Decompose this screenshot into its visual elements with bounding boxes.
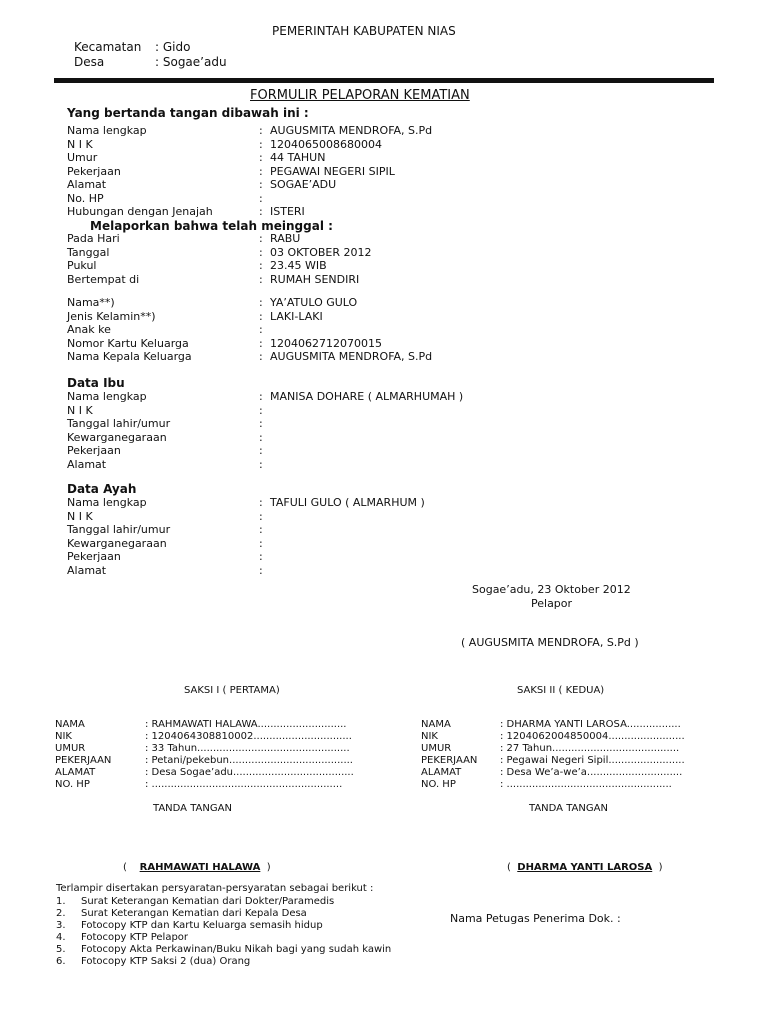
- field-colon: :: [259, 232, 263, 245]
- form-row: [0, 510, 760, 524]
- form-row: [0, 246, 760, 260]
- field-colon: :: [259, 259, 263, 272]
- saksi-value: : 27 Tahun........................................: [500, 743, 680, 754]
- saksi2-paren-open: (: [507, 862, 511, 873]
- saksi-label: NIK: [421, 731, 438, 742]
- lampiran-item: Fotocopy KTP Saksi 2 (dua) Orang: [81, 956, 251, 967]
- form-title: FORMULIR PELAPORAN KEMATIAN: [250, 88, 470, 103]
- field-label: Nomor Kartu Keluarga: [67, 336, 189, 350]
- form-intro: Yang bertanda tangan dibawah ini :: [67, 106, 309, 120]
- form-row: [0, 192, 760, 206]
- saksi1-signature-label: TANDA TANGAN: [153, 803, 232, 814]
- field-label: Nama lengkap: [67, 390, 147, 403]
- saksi2-signature-label: TANDA TANGAN: [529, 803, 608, 814]
- saksi-value: : Desa We’a-we’a..............................: [500, 767, 683, 778]
- saksi-value: : RAHMAWATI HALAWA............................: [145, 719, 347, 730]
- lampiran-number: 1.: [56, 896, 66, 907]
- saksi-label: PEKERJAAN: [421, 755, 478, 766]
- desa-label: Desa: [74, 55, 105, 69]
- signature-place-date: Sogae’adu, 23 Oktober 2012: [472, 583, 631, 596]
- field-label: Nama**): [67, 296, 115, 309]
- field-colon: :: [259, 457, 263, 471]
- header-divider: [54, 78, 714, 83]
- field-label: Pekerjaan: [67, 164, 121, 178]
- field-label: Alamat: [67, 178, 107, 191]
- field-colon: :: [259, 390, 263, 403]
- field-colon: :: [259, 124, 263, 137]
- field-colon: :: [259, 523, 263, 536]
- field-value: RUMAH SENDIRI: [270, 272, 360, 286]
- field-value: SOGAE’ADU: [270, 178, 337, 191]
- data-ibu-heading: Data Ibu: [67, 376, 125, 390]
- form-row: [0, 296, 760, 310]
- saksi-label: NO. HP: [421, 779, 456, 790]
- field-label: N I K: [67, 137, 93, 151]
- data-ayah-heading: Data Ayah: [67, 482, 137, 496]
- field-label: Tanggal lahir/umur: [67, 523, 171, 536]
- desa-value: : Sogae’adu: [155, 55, 227, 69]
- field-colon: :: [259, 245, 263, 259]
- lampiran-item: Fotocopy KTP dan Kartu Keluarga semasih hidup: [81, 920, 323, 931]
- form-row: [0, 458, 760, 472]
- form-row: [0, 537, 760, 551]
- kecamatan-value: : Gido: [155, 40, 191, 54]
- lampiran-item: Fotocopy Akta Perkawinan/Buku Nikah bagi yang sudah kawin: [81, 944, 392, 955]
- lampiran-number: 5.: [56, 944, 66, 955]
- field-colon: :: [259, 164, 263, 178]
- saksi-value: : Desa Sogae’adu......................................: [145, 767, 354, 778]
- field-value: AUGUSMITA MENDROFA, S.Pd: [270, 350, 433, 363]
- saksi-label: PEKERJAAN: [55, 755, 112, 766]
- field-colon: :: [259, 496, 263, 509]
- field-label: Pekerjaan: [67, 550, 121, 563]
- saksi-value: : ....................................................: [500, 779, 672, 790]
- kecamatan-label: Kecamatan: [74, 40, 142, 54]
- saksi1-paren-open: (: [123, 862, 127, 873]
- field-label: Nama Kepala Keluarga: [67, 350, 192, 363]
- form-row: [0, 337, 760, 351]
- field-value: AUGUSMITA MENDROFA, S.Pd: [270, 124, 433, 137]
- saksi-label: NIK: [55, 731, 72, 742]
- saksi-value: : Pegawai Negeri Sipil........................: [500, 755, 685, 766]
- saksi2-paren-close: ): [658, 862, 663, 873]
- field-colon: :: [259, 336, 263, 350]
- field-label: Pekerjaan: [67, 444, 121, 457]
- form-row: [0, 523, 760, 537]
- form-row: [0, 165, 760, 179]
- field-colon: :: [259, 403, 263, 417]
- field-label: Alamat: [67, 563, 107, 577]
- saksi2-name: DHARMA YANTI LAROSA: [517, 862, 653, 873]
- melaporkan-heading: Melaporkan bahwa telah meinggal :: [90, 219, 333, 233]
- field-value: MANISA DOHARE ( ALMARHUMAH ): [270, 390, 464, 403]
- saksi-label: NAMA: [55, 719, 85, 730]
- field-colon: :: [259, 444, 263, 457]
- field-colon: :: [259, 296, 263, 309]
- field-value: TAFULI GULO ( ALMARHUM ): [270, 496, 425, 509]
- field-value: PEGAWAI NEGERI SIPIL: [270, 164, 395, 178]
- field-label: Anak ke: [67, 323, 111, 336]
- form-row: [0, 151, 760, 165]
- form-row: [0, 178, 760, 192]
- field-label: Nama lengkap: [67, 124, 147, 137]
- field-label: N I K: [67, 403, 93, 417]
- field-value: ISTERI: [270, 205, 305, 218]
- field-value: LAKI-LAKI: [270, 309, 323, 323]
- field-colon: :: [259, 430, 263, 444]
- saksi-label: UMUR: [421, 743, 452, 754]
- form-row: [0, 310, 760, 324]
- form-row: [0, 550, 760, 564]
- field-label: Pada Hari: [67, 232, 120, 245]
- saksi1-paren-close: ): [266, 862, 271, 873]
- saksi-value: : DHARMA YANTI LAROSA.................: [500, 719, 681, 730]
- field-colon: :: [259, 151, 263, 164]
- field-label: Kewarganegaraan: [67, 430, 167, 444]
- field-value: 1204065008680004: [270, 137, 382, 151]
- form-row: [0, 232, 760, 246]
- form-row: [0, 205, 760, 219]
- saksi-label: NO. HP: [55, 779, 90, 790]
- lampiran-number: 3.: [56, 920, 66, 931]
- field-colon: :: [259, 323, 263, 336]
- field-colon: :: [259, 272, 263, 286]
- lampiran-item: Surat Keterangan Kematian dari Kepala Desa: [81, 908, 307, 919]
- form-row: [0, 350, 760, 364]
- lampiran-number: 4.: [56, 932, 66, 943]
- form-row: [0, 496, 760, 510]
- form-row: [0, 273, 760, 287]
- saksi2-signature-name: [507, 862, 662, 873]
- form-row: [0, 124, 760, 138]
- saksi-value: : ............................................................: [145, 779, 343, 790]
- saksi-value: : 33 Tahun................................................: [145, 743, 350, 754]
- field-colon: :: [259, 191, 263, 205]
- field-label: No. HP: [67, 191, 104, 205]
- field-label: Alamat: [67, 457, 107, 471]
- form-row: [0, 390, 760, 404]
- saksi-label: ALAMAT: [55, 767, 96, 778]
- signature-name: ( AUGUSMITA MENDROFA, S.Pd ): [461, 636, 639, 649]
- field-label: Pukul: [67, 259, 97, 272]
- field-value: 03 OKTOBER 2012: [270, 245, 372, 259]
- saksi-value: : 1204064308810002...............................: [145, 731, 352, 742]
- field-colon: :: [259, 350, 263, 363]
- form-row: [0, 444, 760, 458]
- field-label: Nama lengkap: [67, 496, 147, 509]
- lampiran-number: 6.: [56, 956, 66, 967]
- field-colon: :: [259, 309, 263, 323]
- field-colon: :: [259, 205, 263, 218]
- field-colon: :: [259, 550, 263, 563]
- field-colon: :: [259, 563, 263, 577]
- form-row: [0, 404, 760, 418]
- field-label: Tanggal: [67, 245, 110, 259]
- petugas-label: Nama Petugas Penerima Dok. :: [450, 912, 621, 925]
- field-colon: :: [259, 417, 263, 430]
- field-colon: :: [259, 536, 263, 550]
- field-label: Hubungan dengan Jenajah: [67, 205, 213, 218]
- field-colon: :: [259, 178, 263, 191]
- field-label: Jenis Kelamin**): [67, 309, 156, 323]
- lampiran-item: Fotocopy KTP Pelapor: [81, 932, 189, 943]
- saksi1-heading: SAKSI I ( PERTAMA): [184, 685, 280, 696]
- form-row: [0, 564, 760, 578]
- saksi-value: : 1204062004850004........................: [500, 731, 685, 742]
- form-row: [0, 431, 760, 445]
- form-row: [0, 417, 760, 431]
- signature-role: Pelapor: [531, 597, 573, 610]
- lampiran-item: Surat Keterangan Kematian dari Dokter/Paramedis: [81, 896, 335, 907]
- field-value: 44 TAHUN: [270, 151, 326, 164]
- field-label: Bertempat di: [67, 272, 140, 286]
- saksi-label: NAMA: [421, 719, 451, 730]
- saksi-value: : Petani/pekebun.......................................: [145, 755, 353, 766]
- saksi1-signature-name: [123, 862, 271, 873]
- form-row: [0, 323, 760, 337]
- field-label: Tanggal lahir/umur: [67, 417, 171, 430]
- lampiran-number: 2.: [56, 908, 66, 919]
- saksi-label: UMUR: [55, 743, 86, 754]
- lampiran-intro: Terlampir disertakan persyaratan-persyaratan sebagai berikut :: [56, 883, 374, 894]
- field-value: 1204062712070015: [270, 336, 382, 350]
- field-colon: :: [259, 137, 263, 151]
- field-label: Kewarganegaraan: [67, 536, 167, 550]
- form-row: [0, 138, 760, 152]
- field-value: YA’ATULO GULO: [270, 296, 358, 309]
- field-colon: :: [259, 509, 263, 523]
- field-value: 23.45 WIB: [270, 259, 327, 272]
- field-value: RABU: [270, 232, 301, 245]
- government-title: PEMERINTAH KABUPATEN NIAS: [272, 24, 456, 38]
- saksi-label: ALAMAT: [421, 767, 462, 778]
- saksi1-name: RAHMAWATI HALAWA: [139, 862, 261, 873]
- field-label: N I K: [67, 509, 93, 523]
- saksi2-heading: SAKSI II ( KEDUA): [517, 685, 605, 696]
- field-label: Umur: [67, 151, 98, 164]
- form-row: [0, 259, 760, 273]
